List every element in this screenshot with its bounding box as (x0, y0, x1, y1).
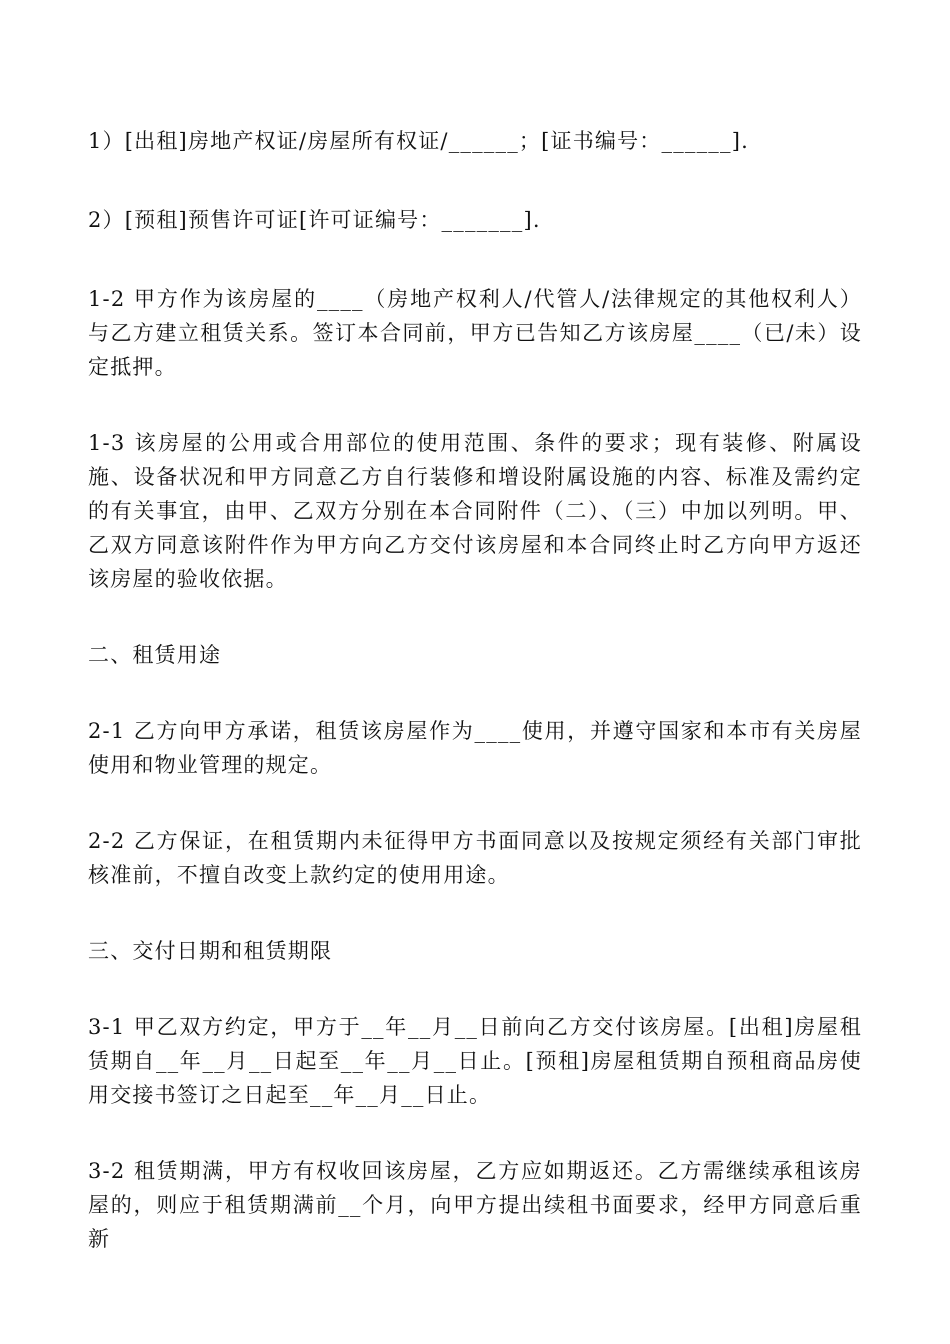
paragraph-2-1: 2-1 乙方向甲方承诺，租赁该房屋作为____使用，并遵守国家和本市有关房屋使用和物业管理的规定。 (88, 719, 862, 777)
paragraph-1-certificate: 1）[出租]房地产权证/房屋所有权证/______；[证书编号：______]. (88, 129, 749, 153)
paragraph-1-2: 1-2 甲方作为该房屋的____（房地产权利人/代管人/法律规定的其他权利人）与乙方建立租赁关系。签订本合同前，甲方已告知乙方该房屋____（已/未）设定抵押。 (88, 287, 862, 379)
paragraph-3-1: 3-1 甲乙双方约定，甲方于__年__月__日前向乙方交付该房屋。[出租]房屋租赁期自__年__月__日起至__年__月__日止。[预租]房屋租赁期自预租商品房使用交接书签订之日起至__年__月__日止。 (88, 1015, 862, 1107)
paragraph-2-presale-permit: 2）[预租]预售许可证[许可证编号：_______]. (88, 208, 541, 232)
paragraph-1-3: 1-3 该房屋的公用或合用部位的使用范围、条件的要求；现有装修、附属设施、设备状况和甲方同意乙方自行装修和增设附属设施的内容、标准及需约定的有关事宜，由甲、乙双方分别在本合同附件（二）、（三）中加以列明。甲、乙双方同意该附件作为甲方向乙方交付该房屋和本合同终止时乙方向甲方返还该房屋的验收依据。 (88, 431, 862, 591)
section-heading-3: 三、交付日期和租赁期限 (88, 939, 333, 963)
section-heading-2: 二、租赁用途 (88, 643, 222, 667)
paragraph-2-2: 2-2 乙方保证，在租赁期内未征得甲方书面同意以及按规定须经有关部门审批核准前，不擅自改变上款约定的使用用途。 (88, 829, 862, 887)
paragraph-3-2: 3-2 租赁期满，甲方有权收回该房屋，乙方应如期返还。乙方需继续承租该房屋的，则应于租赁期满前__个月，向甲方提出续租书面要求，经甲方同意后重新 (88, 1159, 862, 1251)
